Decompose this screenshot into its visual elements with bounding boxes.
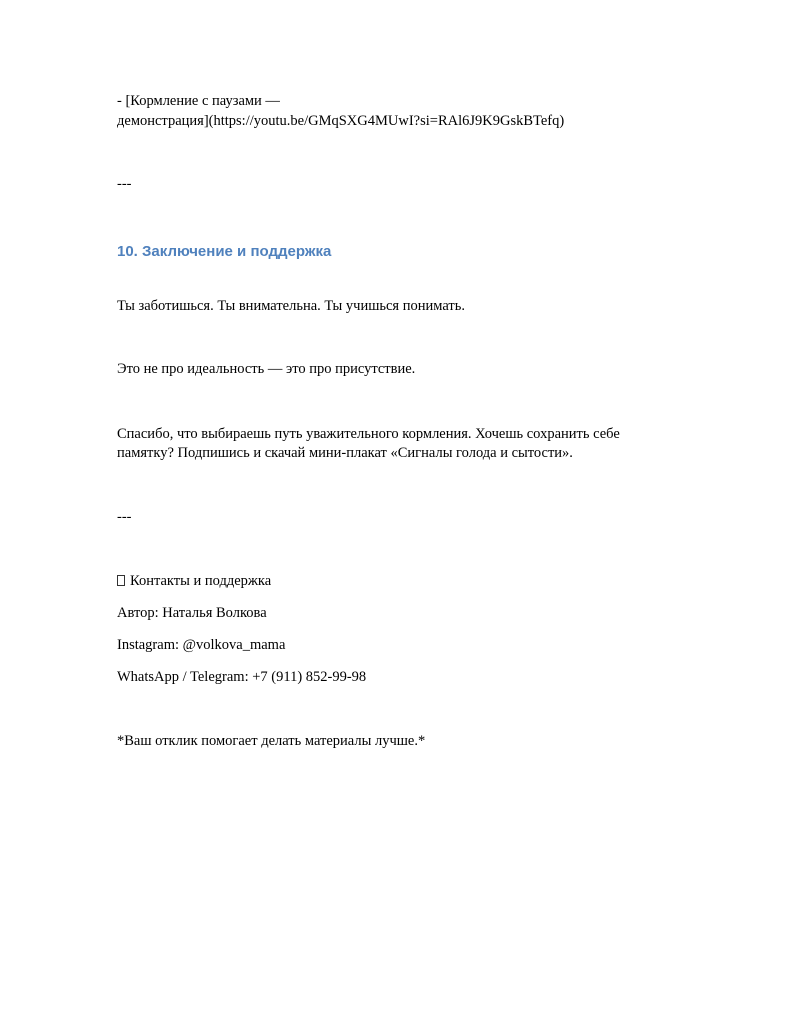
video-link-text-line-2[interactable] <box>117 111 564 131</box>
paragraph-3-line-2: памятку? Подпишись и скачай мини-плакат «Сигналы голода и сытости». <box>117 445 573 461</box>
contacts-title-text: Контакты и поддержка <box>130 573 272 589</box>
whatsapp-line: WhatsApp / Telegram: +7 (911) 852-99-98 <box>117 669 367 685</box>
paragraph-3-line-1: Спасибо, что выбираешь путь уважительного кормления. Хочешь сохранить себе <box>117 426 620 442</box>
author-line: Автор: Наталья Волкова <box>117 605 267 621</box>
paragraph-2: Это не про идеальность — это про присутствие. <box>117 361 416 377</box>
video-link-text-line-1[interactable] <box>117 91 280 111</box>
paragraph-1: Ты заботишься. Ты внимательна. Ты учишься понимать. <box>117 298 465 314</box>
section-heading: 10. Заключение и поддержка <box>117 243 332 260</box>
video-link[interactable]: - [Кормление с паузами — <box>117 93 280 109</box>
missing-glyph-icon <box>117 575 125 586</box>
footer-note: *Ваш отклик помогает делать материалы лучше.* <box>117 733 426 749</box>
divider-2: --- <box>117 509 132 525</box>
contacts-title <box>117 571 271 591</box>
instagram-line: Instagram: @volkova_mama <box>117 637 286 653</box>
video-link-url[interactable]: демонстрация](https://youtu.be/GMqSXG4MUwI?si=RAl6J9K9GskBTefq) <box>117 113 565 129</box>
divider-1: --- <box>117 176 132 192</box>
